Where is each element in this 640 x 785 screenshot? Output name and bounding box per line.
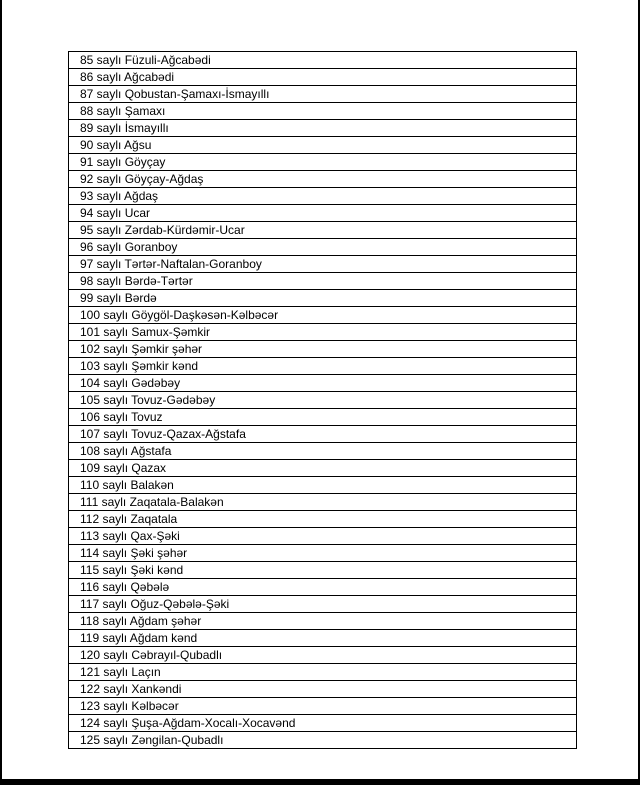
table-row [69, 579, 577, 596]
table-row [69, 664, 577, 681]
district-table [68, 51, 577, 749]
table-cell: 109 saylı Qazax [69, 460, 577, 477]
table-cell: 91 saylı Göyçay [69, 154, 577, 171]
table-row [69, 460, 577, 477]
table-row [69, 494, 577, 511]
table-row [69, 103, 577, 120]
table-cell: 85 saylı Füzuli-Ağcabədi [69, 52, 577, 69]
table-row [69, 426, 577, 443]
table-row [69, 137, 577, 154]
table-row [69, 630, 577, 647]
table-cell: 88 saylı Şamaxı [69, 103, 577, 120]
table-cell: 113 saylı Qax-Şəki [69, 528, 577, 545]
table-cell: 108 saylı Ağstafa [69, 443, 577, 460]
district-table-body [69, 52, 577, 749]
table-cell: 90 saylı Ağsu [69, 137, 577, 154]
table-row [69, 477, 577, 494]
table-cell: 92 saylı Göyçay-Ağdaş [69, 171, 577, 188]
table-cell: 86 saylı Ağcabədi [69, 69, 577, 86]
table-row [69, 52, 577, 69]
table-row [69, 392, 577, 409]
table-cell: 110 saylı Balakən [69, 477, 577, 494]
table-row [69, 341, 577, 358]
table-row [69, 681, 577, 698]
table-row [69, 273, 577, 290]
table-cell: 103 saylı Şəmkir kənd [69, 358, 577, 375]
table-row [69, 307, 577, 324]
table-cell: 119 saylı Ağdam kənd [69, 630, 577, 647]
table-cell: 102 saylı Şəmkir şəhər [69, 341, 577, 358]
table-cell: 112 saylı Zaqatala [69, 511, 577, 528]
table-row [69, 528, 577, 545]
table-row [69, 698, 577, 715]
table-cell: 101 saylı Samux-Şəmkir [69, 324, 577, 341]
table-cell: 100 saylı Göygöl-Daşkəsən-Kəlbəcər [69, 307, 577, 324]
table-cell: 115 saylı Şəki kənd [69, 562, 577, 579]
table-cell: 98 saylı Bərdə-Tərtər [69, 273, 577, 290]
table-row [69, 443, 577, 460]
table-cell: 111 saylı Zaqatala-Balakən [69, 494, 577, 511]
table-row [69, 239, 577, 256]
table-row [69, 596, 577, 613]
table-row [69, 562, 577, 579]
table-cell: 121 saylı Laçın [69, 664, 577, 681]
table-row [69, 358, 577, 375]
table-cell: 104 saylı Gədəbəy [69, 375, 577, 392]
table-row [69, 188, 577, 205]
table-row [69, 154, 577, 171]
table-cell: 96 saylı Goranboy [69, 239, 577, 256]
table-row [69, 715, 577, 732]
table-row [69, 256, 577, 273]
table-row [69, 324, 577, 341]
table-cell: 124 saylı Şuşa-Ağdam-Xocalı-Xocavənd [69, 715, 577, 732]
table-cell: 94 saylı Ucar [69, 205, 577, 222]
table-row [69, 69, 577, 86]
table-row [69, 409, 577, 426]
table-row [69, 171, 577, 188]
table-row [69, 375, 577, 392]
table-cell: 95 saylı Zərdab-Kürdəmir-Ucar [69, 222, 577, 239]
table-row [69, 613, 577, 630]
table-row [69, 732, 577, 749]
table-cell: 114 saylı Şəki şəhər [69, 545, 577, 562]
table-cell: 123 saylı Kəlbəcər [69, 698, 577, 715]
table-row [69, 511, 577, 528]
table-cell: 105 saylı Tovuz-Gədəbəy [69, 392, 577, 409]
table-row [69, 205, 577, 222]
table-cell: 122 saylı Xankəndi [69, 681, 577, 698]
table-row [69, 647, 577, 664]
table-row [69, 120, 577, 137]
table-cell: 106 saylı Tovuz [69, 409, 577, 426]
table-cell: 93 saylı Ağdaş [69, 188, 577, 205]
table-cell: 107 saylı Tovuz-Qazax-Ağstafa [69, 426, 577, 443]
table-row [69, 222, 577, 239]
table-row [69, 86, 577, 103]
table-cell: 89 saylı İsmayıllı [69, 120, 577, 137]
table-row [69, 290, 577, 307]
table-cell: 97 saylı Tərtər-Naftalan-Goranboy [69, 256, 577, 273]
table-cell: 99 saylı Bərdə [69, 290, 577, 307]
table-cell: 125 saylı Zəngilan-Qubadlı [69, 732, 577, 749]
table-cell: 118 saylı Ağdam şəhər [69, 613, 577, 630]
table-cell: 116 saylı Qəbələ [69, 579, 577, 596]
table-row [69, 545, 577, 562]
table-cell: 87 saylı Qobustan-Şamaxı-İsmayıllı [69, 86, 577, 103]
table-cell: 117 saylı Oğuz-Qəbələ-Şəki [69, 596, 577, 613]
table-cell: 120 saylı Cəbrayıl-Qubadlı [69, 647, 577, 664]
